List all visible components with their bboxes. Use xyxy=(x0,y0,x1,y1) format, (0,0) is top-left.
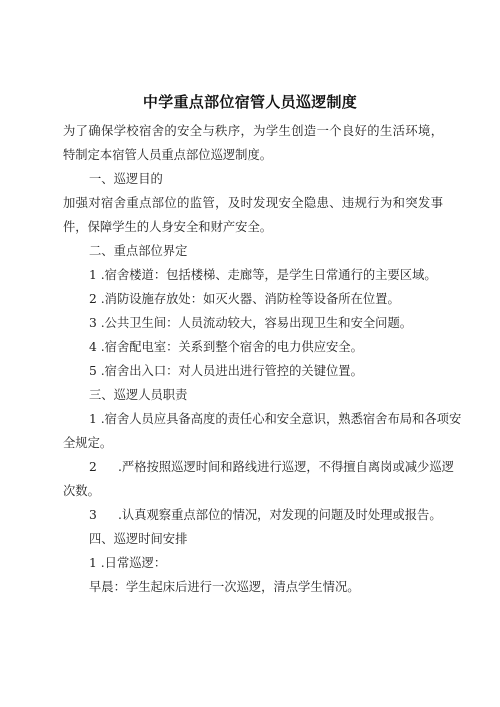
section-2-item-1: 1 .宿舍楼道：包括楼梯、走廊等，是学生日常通行的主要区域。 xyxy=(89,268,437,282)
section-1-line-1: 加强对宿舍重点部位的监管，及时发现安全隐患、违规行为和突发事 xyxy=(63,196,443,210)
section-3-heading: 三、巡逻人员职责 xyxy=(89,388,188,402)
section-2-item-4: 4 .宿舍配电室：关系到整个宿舍的电力供应安全。 xyxy=(89,340,363,354)
section-2-item-3: 3 .公共卫生间：人员流动较大，容易出现卫生和安全问题。 xyxy=(89,316,413,330)
section-4-morning: 早晨：学生起床后进行一次巡逻，清点学生情况。 xyxy=(89,580,360,594)
section-3-item-2-line-2: 次数。 xyxy=(63,484,100,498)
section-1-line-2: 件，保障学生的人身安全和财产安全。 xyxy=(63,220,273,234)
section-3-item-3-line-1: .认真观察重点部位的情况，对发现的问题及时处理或报告。 xyxy=(118,508,442,522)
section-2-item-2: 2 .消防设施存放处：如灭火器、消防栓等设备所在位置。 xyxy=(89,292,400,306)
section-3-item-2-number: 2 xyxy=(89,460,97,474)
intro-line-1: 为了确保学校宿舍的安全与秩序，为学生创造一个良好的生活环境， xyxy=(63,124,443,138)
intro-line-2: 特制定本宿管人员重点部位巡逻制度。 xyxy=(63,148,273,162)
section-4-heading: 四、巡逻时间安排 xyxy=(89,532,188,546)
section-3-item-2-line-1: .严格按照巡逻时间和路线进行巡逻，不得擅自离岗或减少巡逻 xyxy=(118,460,454,474)
section-1-heading: 一、巡逻目的 xyxy=(89,172,163,186)
document-title: 中学重点部位宿管人员巡逻制度 xyxy=(142,93,358,111)
section-2-item-5: 5 .宿舍出入口：对人员进出进行管控的关键位置。 xyxy=(89,364,363,378)
section-3-item-1-line-2: 全规定。 xyxy=(63,436,113,450)
section-3-item-1-line-1: 1 .宿舍人员应具备高度的责任心和安全意识，熟悉宿舍布局和各项安 xyxy=(89,412,462,426)
section-3-item-3-number: 3 xyxy=(89,508,97,522)
section-2-heading: 二、重点部位界定 xyxy=(89,244,188,258)
section-4-item-1: 1 .日常巡逻： xyxy=(89,556,167,570)
